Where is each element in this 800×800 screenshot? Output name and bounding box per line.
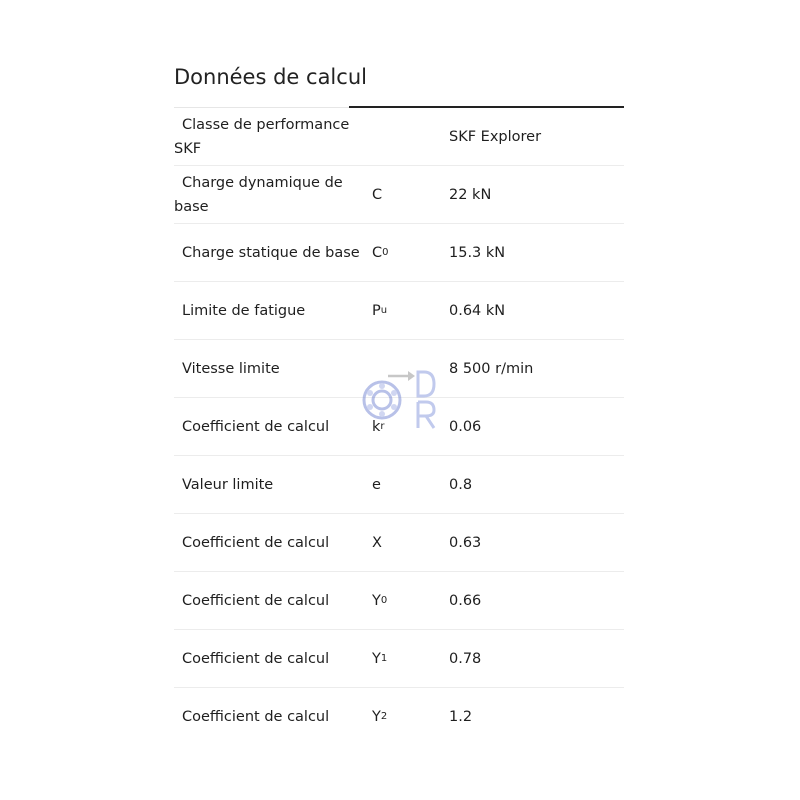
table-row <box>174 688 624 745</box>
row-value: 1.2 <box>449 708 473 725</box>
row-label: Coefficient de calcul <box>182 650 330 667</box>
row-value: SKF Explorer <box>449 128 542 145</box>
table-row <box>174 340 624 398</box>
table-row <box>174 456 624 514</box>
table-row <box>174 108 624 166</box>
calculation-data-section <box>174 62 624 745</box>
row-value: 15.3 kN <box>449 244 506 261</box>
row-label: Charge statique de base <box>182 244 360 261</box>
row-label: Coefficient de calcul <box>182 534 330 551</box>
row-symbol: Y 0 <box>372 592 388 609</box>
row-label: Coefficient de calcul <box>182 592 330 609</box>
row-symbol: C <box>372 186 383 203</box>
section-title: Données de calcul <box>174 65 367 89</box>
row-symbol: C 0 <box>372 244 389 261</box>
row-symbol: X <box>372 534 382 551</box>
row-symbol: Y 1 <box>372 650 388 667</box>
row-label: Valeur limite <box>182 476 274 493</box>
row-label: Classe de performance SKF <box>174 116 350 157</box>
row-symbol: Y 2 <box>372 708 388 725</box>
row-value: 0.66 <box>449 592 482 609</box>
row-symbol: k r <box>372 418 385 435</box>
row-value: 0.06 <box>449 418 482 435</box>
row-label: Charge dynamique de base <box>174 174 343 215</box>
row-symbol: P u <box>372 302 388 319</box>
row-value: 0.63 <box>449 534 482 551</box>
table-row <box>174 398 624 456</box>
row-label: Coefficient de calcul <box>182 708 330 725</box>
row-value: 0.8 <box>449 476 473 493</box>
table-row <box>174 630 624 688</box>
table-row <box>174 572 624 630</box>
table-row <box>174 166 624 224</box>
table-row <box>174 282 624 340</box>
row-value: 22 kN <box>449 186 492 203</box>
row-value: 0.64 kN <box>449 302 506 319</box>
row-value: 0.78 <box>449 650 482 667</box>
table-row <box>174 514 624 572</box>
row-label: Vitesse limite <box>182 360 280 377</box>
data-table <box>174 108 624 745</box>
row-label: Limite de fatigue <box>182 302 306 319</box>
row-symbol: e <box>372 476 381 493</box>
table-row <box>174 224 624 282</box>
row-value: 8 500 r/min <box>449 360 534 377</box>
row-label: Coefficient de calcul <box>182 418 330 435</box>
